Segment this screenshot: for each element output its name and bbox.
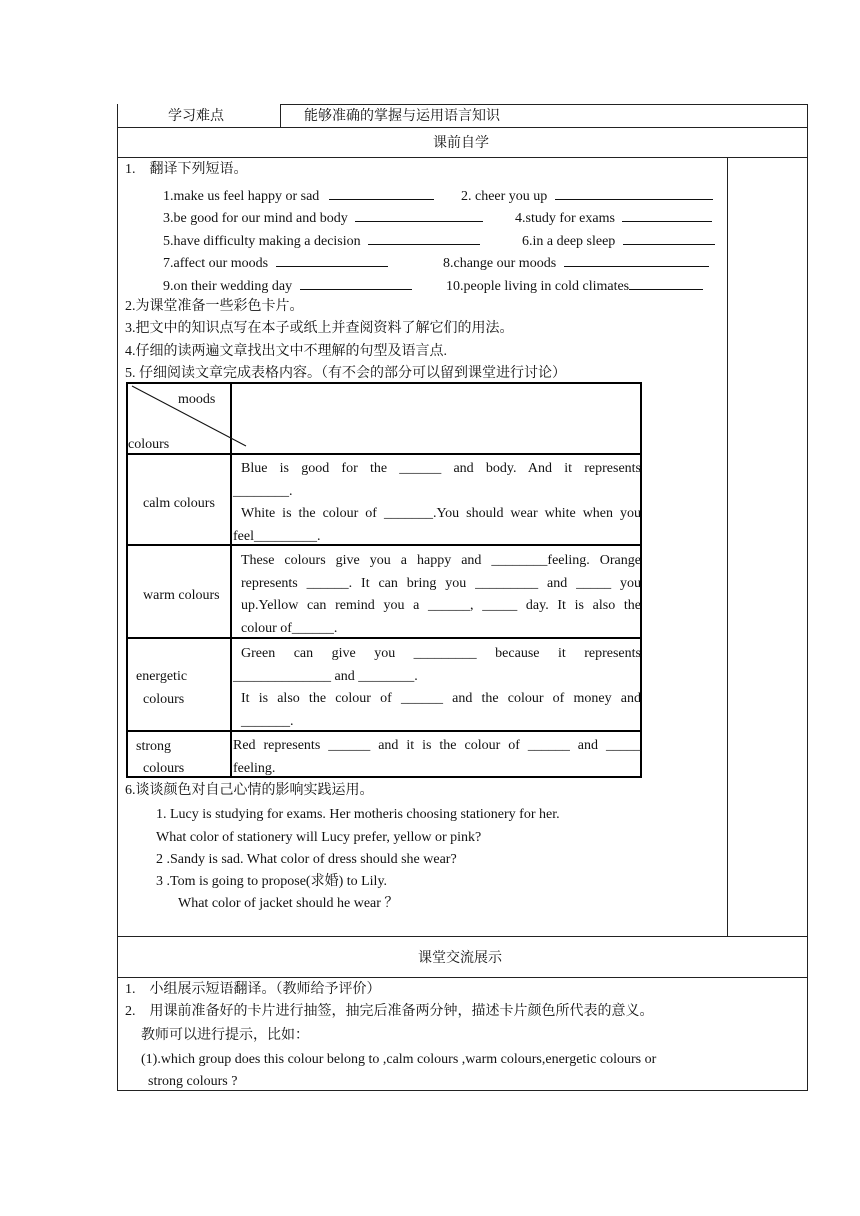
class-task-4: (1).which group does this colour belong to ,calm colours ,warm colours,energetic colours or — [141, 1052, 657, 1067]
difficulty-value: 能够准确的掌握与运用语言知识 — [304, 109, 500, 124]
right-margin-column-border — [727, 157, 728, 937]
task6-line-5: What color of jacket should he wear ？ — [178, 896, 399, 911]
task6-line-2: What color of stationery will Lucy prefer, yellow or pink? — [156, 830, 482, 845]
phrase-8: 8.change our moods — [443, 253, 709, 273]
class-task-2: 2. 用课前准备好的卡片进行抽签，抽完后准备两分钟，描述卡片颜色所代表的意义。 — [125, 1004, 654, 1019]
phrase-1: 1.make us feel happy or sad — [163, 186, 434, 206]
row-border-3 — [117, 936, 808, 937]
class-task-1: 1. 小组展示短语翻译。（教师给予评价） — [125, 982, 381, 997]
task6-line-4: 3 .Tom is going to propose(求婚) to Lily. — [156, 874, 388, 889]
class-task-3: 教师可以进行提示，比如： — [141, 1028, 309, 1043]
row-label-warm: warm colours — [143, 588, 220, 603]
row-border-1 — [117, 127, 808, 128]
row-label-strong-2: colours — [143, 761, 185, 776]
task4: 4.仔细的读两遍文章找出文中不理解的句型及语言点. — [125, 344, 447, 359]
table-right-border — [807, 104, 808, 1091]
table-left-border — [117, 104, 118, 1091]
phrase-7: 7.affect our moods — [163, 253, 388, 273]
task6-line-3: 2 .Sandy is sad. What color of dress should she wear? — [156, 852, 457, 867]
task5: 5. 仔细阅读文章完成表格内容。（有不会的部分可以留到课堂进行讨论） — [125, 366, 566, 381]
task6-line-1: 1. Lucy is studying for exams. Her motheris choosing stationery for her. — [156, 807, 560, 822]
phrase-5: 5.have difficulty making a decision — [163, 231, 480, 251]
row-content-warm: These colours give you a happy and ________feeling. Orange represents ______. It can bring you _________ and _____ you up.Yellow can remind you a ______, _____ day. It is also the colour of______. — [241, 553, 641, 636]
section-pre-title: 课前自学 — [433, 136, 489, 151]
task3: 3.把文中的知识点写在本子或纸上并查阅资料了解它们的用法。 — [125, 321, 514, 336]
row-content-energetic: Green can give you _________ because it represents ______________ and ________. It is also the colour of ______ and the colour of money and _______. — [233, 646, 641, 729]
class-task-5: strong colours ? — [148, 1074, 238, 1089]
row-label-calm: calm colours — [143, 496, 215, 511]
phrase-6: 6.in a deep sleep — [522, 231, 715, 251]
header-divider — [280, 104, 281, 127]
row-label-strong: strong — [136, 739, 171, 754]
row-label-energetic-2: colours — [143, 692, 185, 707]
phrase-9: 9.on their wedding day — [163, 276, 412, 296]
row-border-2 — [117, 157, 808, 158]
phrase-10: 10.people living in cold climates — [446, 276, 703, 296]
row-content-calm: Blue is good for the ______ and body. And it represents ________. White is the colour of _______.You should wear white when you feel_________. — [233, 461, 641, 544]
phrase-2: 2. cheer you up — [461, 186, 713, 206]
corner-colours: colours — [128, 437, 170, 452]
corner-moods: moods — [178, 392, 216, 407]
row-label-energetic: energetic — [136, 669, 188, 684]
task1-title: 1. 翻译下列短语。 — [125, 162, 248, 177]
task2: 2.为课堂准备一些彩色卡片。 — [125, 299, 304, 314]
row-content-strong: Red represents ______ and it is the colour of ______ and _____ feeling. — [233, 738, 641, 776]
task6-title: 6.谈谈颜色对自己心情的影响实践运用。 — [125, 783, 374, 798]
row-border-4 — [117, 977, 808, 978]
difficulty-label: 学习难点 — [168, 109, 224, 124]
phrase-4: 4.study for exams — [515, 208, 712, 228]
table-top-border — [280, 104, 808, 105]
section-class-title: 课堂交流展示 — [418, 951, 502, 966]
phrase-3: 3.be good for our mind and body — [163, 208, 483, 228]
